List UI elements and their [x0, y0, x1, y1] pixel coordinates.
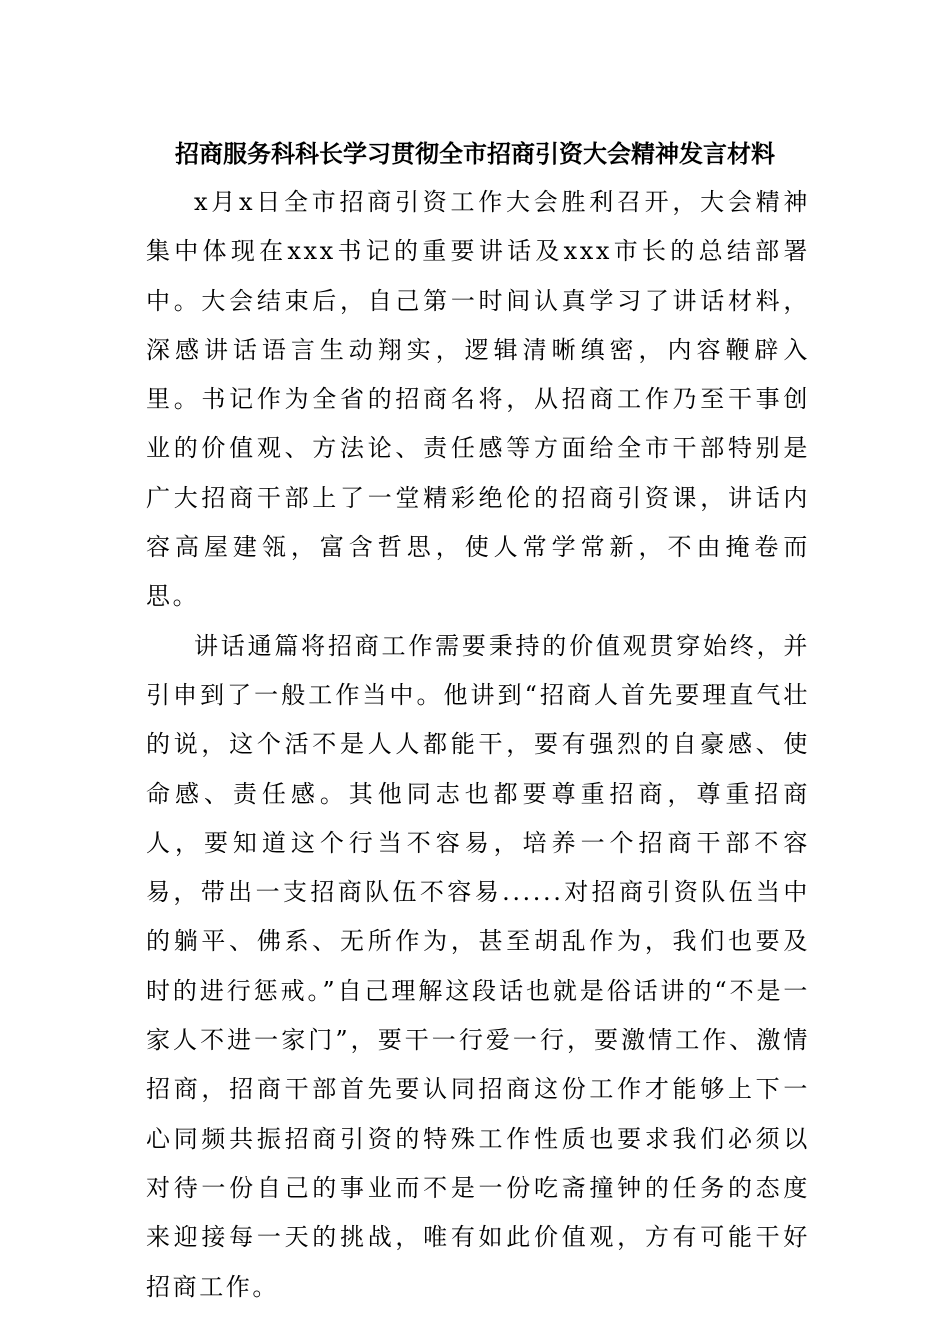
- paragraph-1: x月x日全市招商引资工作大会胜利召开，大会精神集中体现在xxx书记的重要讲话及xxx市长的总结部署中。大会结束后，自己第一时间认真学习了讲话材料，深感讲话语言生动翔实，逻辑清晰缜密，内容鞭辟入里。书记作为全省的招商名将，从招商工作乃至干事创业的价值观、方法论、责任感等方面给全市干部特别是广大招商干部上了一堂精彩绝伦的招商引资课，讲话内容高屋建瓴，富含哲思，使人常学常新，不由掩卷而思。: [146, 188, 810, 611]
- document-title: 招商服务科科长学习贯彻全市招商引资大会精神发言材料: [175, 139, 775, 168]
- document-body: [146, 178, 810, 1312]
- paragraph-2: 讲话通篇将招商工作需要秉持的价值观贯穿始终，并引申到了一般工作当中。他讲到“招商人首先要理直气壮的说，这个活不是人人都能干，要有强烈的自豪感、使命感、责任感。其他同志也都要尊重招商，尊重招商人，要知道这个行当不容易，培养一个招商干部不容易，带出一支招商队伍不容易......对招商引资队伍当中的躺平、佛系、无所作为，甚至胡乱作为，我们也要及时的进行惩戒。”自己理解这段话也就是俗话讲的“不是一家人不进一家门”，要干一行爱一行，要激情工作、激情招商，招商干部首先要认同招商这份工作才能够上下一心同频共振招商引资的特殊工作性质也要求我们必须以对待一份自己的事业而不是一份吃斋撞钟的任务的态度来迎接每一天的挑战，唯有如此价值观，方有可能干好招商工作。: [146, 631, 810, 1301]
